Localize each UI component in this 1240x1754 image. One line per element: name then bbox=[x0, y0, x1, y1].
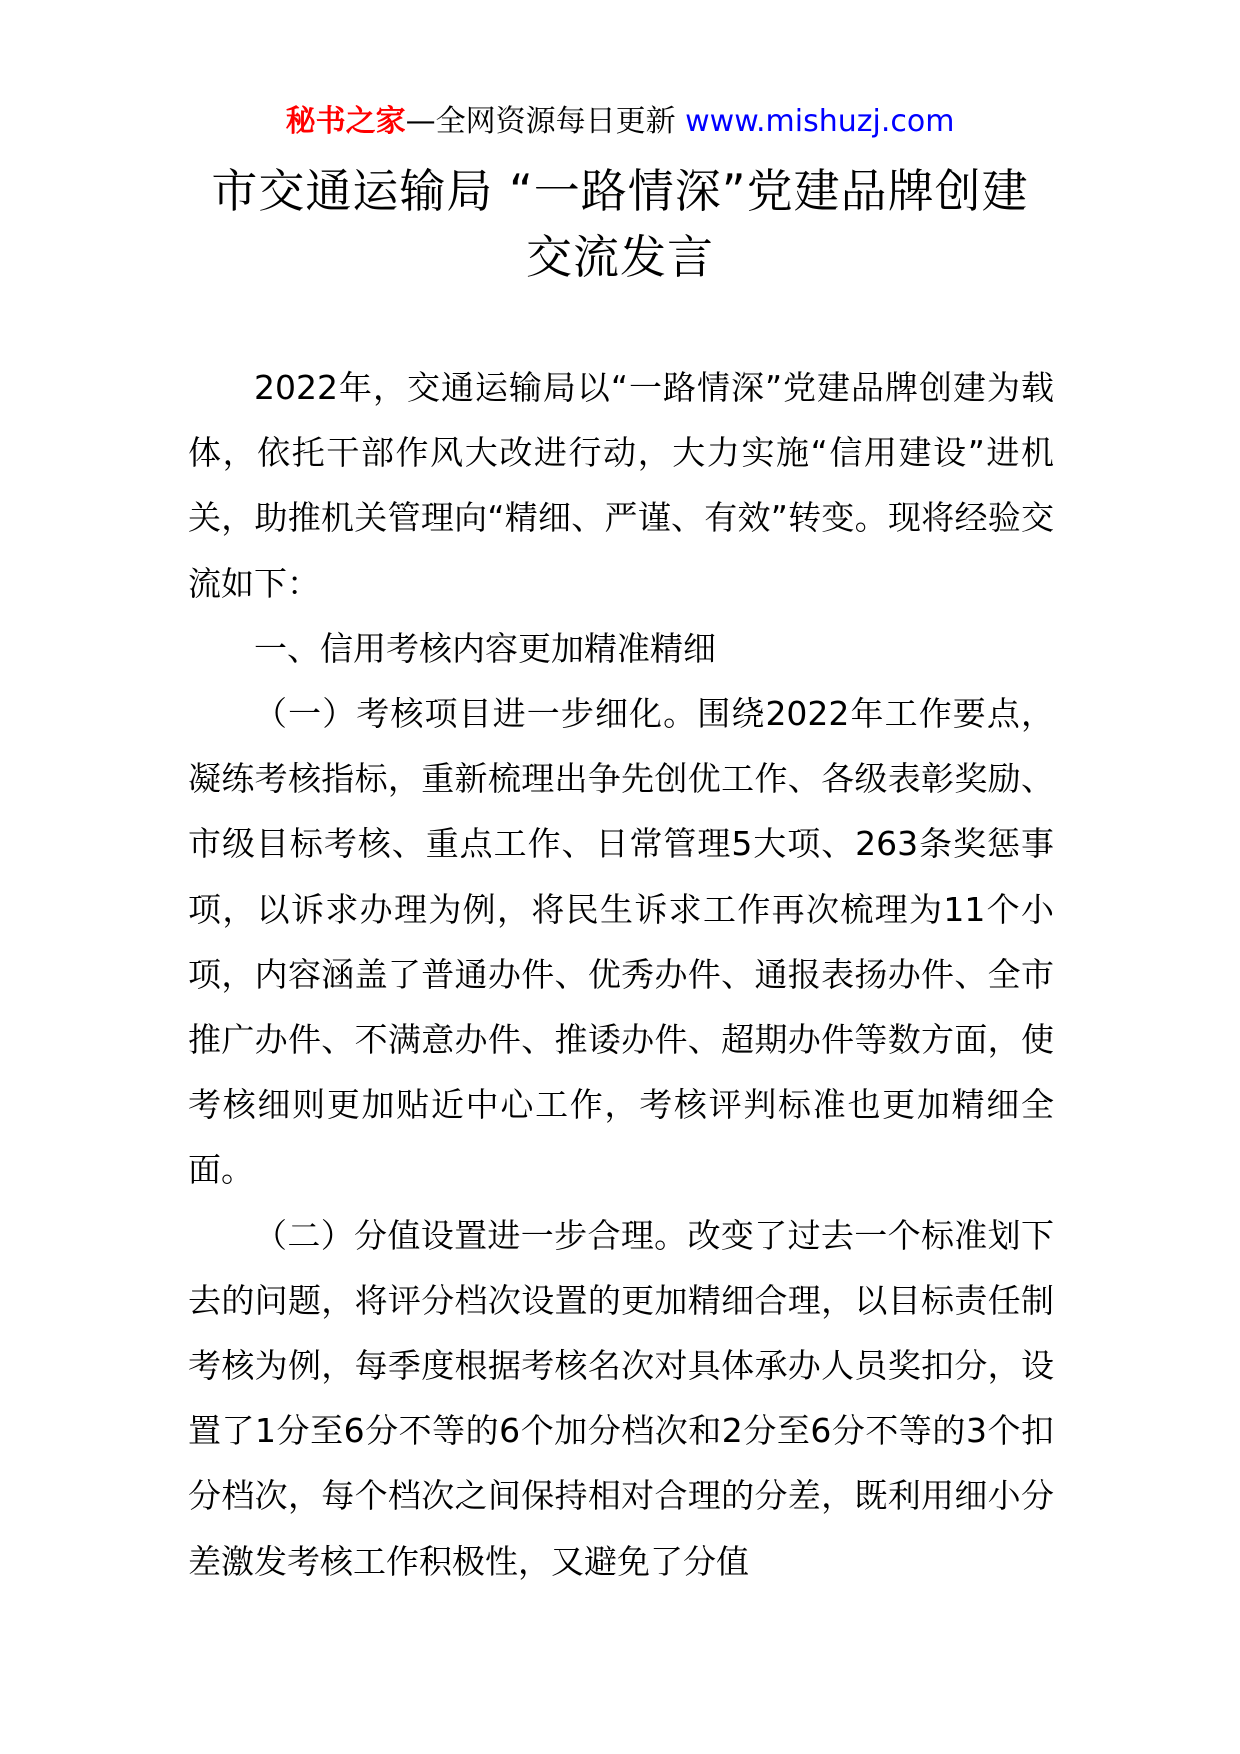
site-url-link[interactable]: www.mishuzj.com bbox=[685, 104, 955, 139]
intro-paragraph: 2022年，交通运输局以“一路情深”党建品牌创建为载体，依托干部作风大改进行动，大力实施“信用建设”进机关，助推机关管理向“精细、严谨、有效”转变。现将经验交流如下： bbox=[188, 368, 1054, 603]
site-brand: 秘书之家 bbox=[285, 104, 406, 139]
site-header bbox=[0, 100, 1240, 144]
site-slogan: —全网资源每日更新 bbox=[405, 104, 676, 139]
subsection-1-paragraph: （一）考核项目进一步细化。围绕2022年工作要点，凝练考核指标，重新梳理出争先创优工作、各级表彰奖励、市级目标考核、重点工作、日常管理5大项、263条奖惩事项，以诉求办理为例，将民生诉求工作再次梳理为11个小项，内容涵盖了普通办件、优秀办件、通报表扬办件、全市推广办件、不满意办件、推诿办件、超期办件等数方面，使考核细则更加贴近中心工作，考核评判标准也更加精细全面。 bbox=[188, 694, 1054, 1190]
document-title bbox=[150, 158, 1090, 290]
document-title-line-2: 交流发言 bbox=[526, 230, 714, 284]
document-title-line-1: 市交通运输局 “一路情深”党建品牌创建 bbox=[211, 164, 1029, 218]
document-body bbox=[188, 355, 1054, 1594]
section-heading-1: 一、信用考核内容更加精准精细 bbox=[254, 628, 716, 668]
subsection-2-paragraph: （二）分值设置进一步合理。改变了过去一个标准划下去的问题，将评分档次设置的更加精细合理，以目标责任制考核为例，每季度根据考核名次对具体承办人员奖扣分，设置了1分至6分不等的6个加分档次和2分至6分不等的3个扣分档次，每个档次之间保持相对合理的分差，既利用细小分差激发考核工作积极性，又避免了分值 bbox=[188, 1215, 1054, 1581]
